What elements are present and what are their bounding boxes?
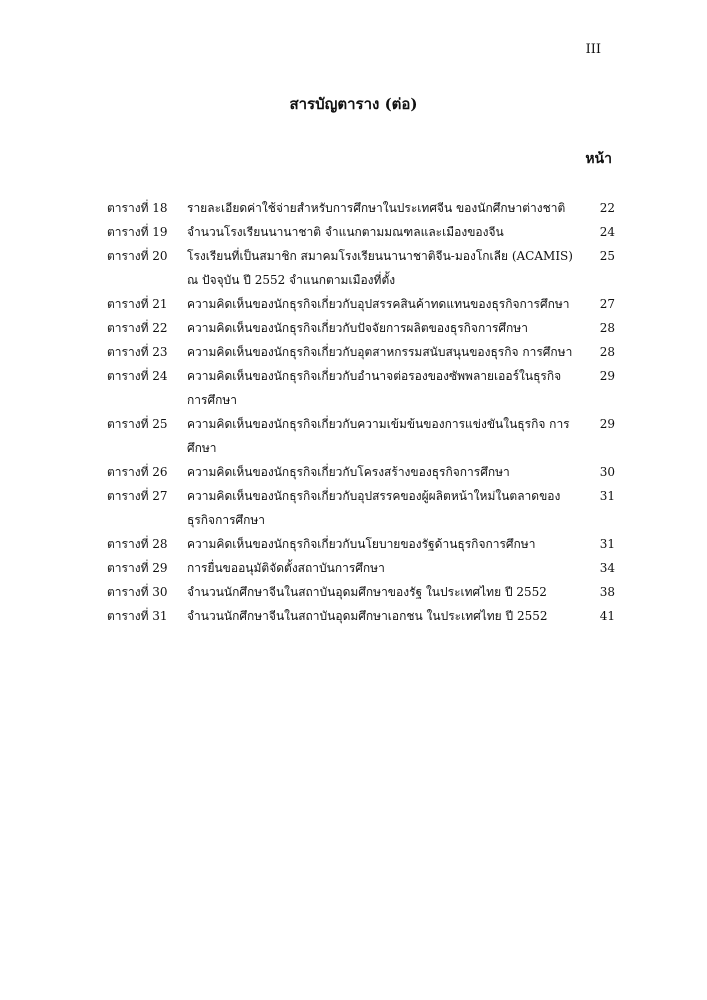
toc-entry-title: ความคิดเห็นของนักธุรกิจเกี่ยวกับโครงสร้างของธุรกิจการศึกษา bbox=[187, 465, 510, 479]
toc-entry-title: จำนวนนักศึกษาจีนในสถาบันอุดมศึกษาเอกชน ในประเทศไทย ปี 2552 bbox=[187, 609, 548, 623]
toc-entry-label: ตารางที่ 28 bbox=[107, 537, 168, 551]
toc-entry-title: การยื่นขออนุมัติจัดตั้งสถาบันการศึกษา bbox=[187, 561, 385, 575]
toc-entry-label: ตารางที่ 19 bbox=[107, 225, 168, 239]
toc-entry-title: ความคิดเห็นของนักธุรกิจเกี่ยวกับความเข้มข้นของการแข่งขันในธุรกิจ การศึกษา bbox=[187, 417, 570, 455]
page-title: สารบัญตาราง (ต่อ) bbox=[289, 95, 418, 113]
toc-entry-page: 31 bbox=[599, 489, 615, 503]
toc-entry bbox=[107, 412, 615, 460]
toc-entry-label: ตารางที่ 31 bbox=[107, 609, 168, 623]
toc-entry bbox=[107, 292, 615, 316]
toc-entry-label: ตารางที่ 25 bbox=[107, 417, 168, 431]
toc-entry bbox=[107, 364, 615, 412]
toc-entry-label: ตารางที่ 30 bbox=[107, 585, 168, 599]
toc-entry-page: 29 bbox=[599, 369, 615, 383]
toc-entry-page: 24 bbox=[599, 225, 615, 239]
toc-entry-label: ตารางที่ 21 bbox=[107, 297, 168, 311]
toc-entry-label: ตารางที่ 27 bbox=[107, 489, 168, 503]
toc-entry-page: 30 bbox=[599, 465, 615, 479]
page-number: III bbox=[585, 42, 601, 57]
toc-entry bbox=[107, 220, 615, 244]
toc-entry-title: จำนวนโรงเรียนนานาชาติ จำแนกตามมณฑลและเมืองของจีน bbox=[187, 225, 504, 239]
page-column-header: หน้า bbox=[585, 151, 612, 167]
toc-entry bbox=[107, 244, 615, 292]
toc-entry-page: 22 bbox=[599, 201, 615, 215]
toc-entry bbox=[107, 196, 615, 220]
toc-entry bbox=[107, 484, 615, 532]
toc-entry-title: ความคิดเห็นของนักธุรกิจเกี่ยวกับอุปสรรคสินค้าทดแทนของธุรกิจการศึกษา bbox=[187, 297, 570, 311]
toc-entry bbox=[107, 556, 615, 580]
toc-entry-label: ตารางที่ 26 bbox=[107, 465, 168, 479]
toc-entry-label: ตารางที่ 18 bbox=[107, 201, 168, 215]
table-list bbox=[107, 196, 615, 628]
toc-entry-title: ความคิดเห็นของนักธุรกิจเกี่ยวกับปัจจัยการผลิตของธุรกิจการศึกษา bbox=[187, 321, 528, 335]
toc-entry bbox=[107, 604, 615, 628]
toc-entry bbox=[107, 532, 615, 556]
toc-entry-page: 25 bbox=[599, 249, 615, 263]
toc-entry-label: ตารางที่ 23 bbox=[107, 345, 168, 359]
toc-entry-page: 29 bbox=[599, 417, 615, 431]
toc-entry-title: รายละเอียดค่าใช้จ่ายสำหรับการศึกษาในประเทศจีน ของนักศึกษาต่างชาติ bbox=[187, 201, 566, 215]
toc-entry-label: ตารางที่ 24 bbox=[107, 369, 168, 383]
toc-entry-title: ความคิดเห็นของนักธุรกิจเกี่ยวกับนโยบายของรัฐด้านธุรกิจการศึกษา bbox=[187, 537, 536, 551]
toc-entry-title: ความคิดเห็นของนักธุรกิจเกี่ยวกับอำนาจต่อรองของซัพพลายเออร์ในธุรกิจ การศึกษา bbox=[187, 369, 562, 407]
toc-entry bbox=[107, 460, 615, 484]
toc-entry bbox=[107, 340, 615, 364]
toc-entry-label: ตารางที่ 22 bbox=[107, 321, 168, 335]
toc-entry bbox=[107, 580, 615, 604]
toc-entry bbox=[107, 316, 615, 340]
toc-entry-page: 28 bbox=[599, 345, 615, 359]
toc-entry-title: โรงเรียนที่เป็นสมาชิก สมาคมโรงเรียนนานาชาติจีน-มองโกเลีย (ACAMIS) ณ ปัจจุบัน ปี 2552 จำแนกตามเมืองที่ตั้ง bbox=[187, 249, 573, 287]
toc-entry-page: 31 bbox=[599, 537, 615, 551]
toc-entry-page: 38 bbox=[599, 585, 615, 599]
toc-entry-page: 34 bbox=[599, 561, 615, 575]
toc-entry-page: 41 bbox=[599, 609, 615, 623]
toc-entry-label: ตารางที่ 20 bbox=[107, 249, 168, 263]
toc-entry-label: ตารางที่ 29 bbox=[107, 561, 168, 575]
toc-entry-title: ความคิดเห็นของนักธุรกิจเกี่ยวกับอุปสรรคของผู้ผลิตหน้าใหม่ในตลาดของ ธุรกิจการศึกษา bbox=[187, 489, 561, 527]
toc-entry-title: ความคิดเห็นของนักธุรกิจเกี่ยวกับอุตสาหกรรมสนับสนุนของธุรกิจ การศึกษา bbox=[187, 345, 573, 359]
toc-entry-page: 27 bbox=[599, 297, 615, 311]
toc-entry-page: 28 bbox=[599, 321, 615, 335]
toc-entry-title: จำนวนนักศึกษาจีนในสถาบันอุดมศึกษาของรัฐ ในประเทศไทย ปี 2552 bbox=[187, 585, 547, 599]
